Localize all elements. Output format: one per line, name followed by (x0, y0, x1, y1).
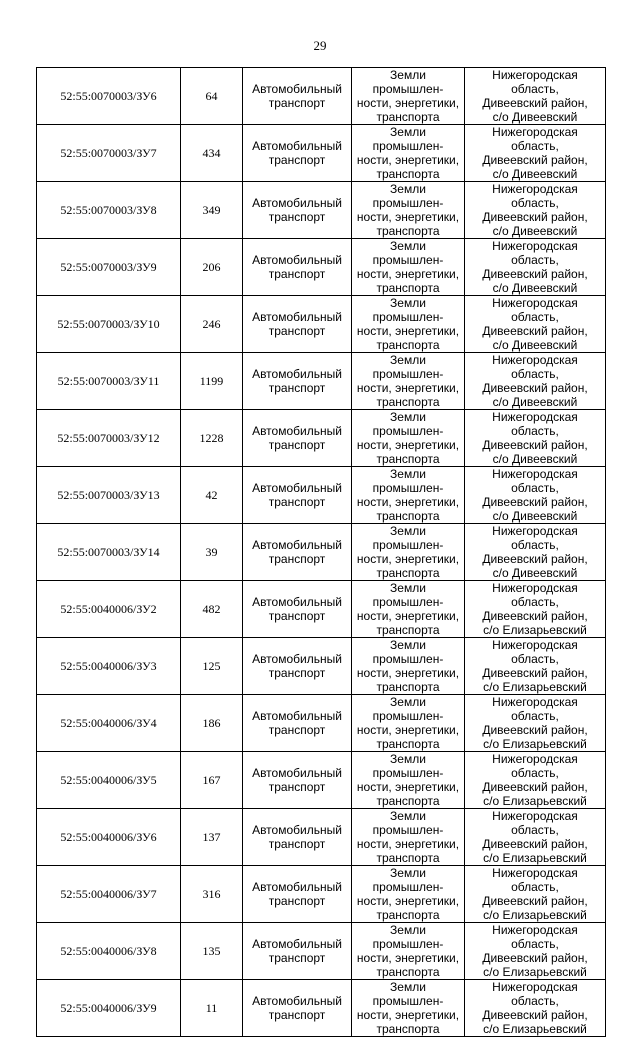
table-row (37, 410, 606, 467)
permitted-use-cell-line: Автомобильный (252, 196, 342, 210)
location-cell-line: Дивеевский район, (482, 267, 588, 281)
permitted-use-cell (243, 695, 352, 752)
land-category-cell-line: ности, энергетики, (356, 723, 460, 737)
table-row (37, 353, 606, 410)
location-cell (465, 239, 606, 296)
land-category-cell-line: ности, энергетики, (356, 495, 460, 509)
area-cell: 42 (181, 467, 243, 524)
location-cell (465, 638, 606, 695)
cadastral-number-cell: 52:55:0070003/ЗУ6 (37, 68, 181, 125)
permitted-use-cell-line: транспорт (268, 267, 326, 281)
cadastral-number-cell: 52:55:0040006/ЗУ3 (37, 638, 181, 695)
land-category-cell (352, 353, 465, 410)
permitted-use-cell-line: Автомобильный (252, 538, 342, 552)
land-category-cell-line: Земли промышлен- (372, 638, 444, 666)
land-category-cell-line: Земли промышлен- (372, 980, 444, 1008)
permitted-use-cell (243, 125, 352, 182)
land-category-cell (352, 239, 465, 296)
land-category-cell-line: транспорта (376, 623, 440, 637)
page-number: 29 (313, 38, 327, 53)
land-category-cell-line: ности, энергетики, (356, 666, 460, 680)
location-cell-line: Нижегородская область, (492, 182, 578, 210)
location-cell-line: с/о Елизарьевский (483, 680, 587, 694)
location-cell-line: Нижегородская область, (492, 68, 578, 96)
land-category-cell-line: транспорта (376, 851, 440, 865)
cadastral-number-cell: 52:55:0070003/ЗУ14 (37, 524, 181, 581)
permitted-use-cell-line: Автомобильный (252, 937, 342, 951)
land-category-cell-line: транспорта (376, 680, 440, 694)
land-category-cell (352, 809, 465, 866)
permitted-use-cell-line: Автомобильный (252, 253, 342, 267)
permitted-use-cell-line: Автомобильный (252, 424, 342, 438)
table-body (37, 68, 606, 1037)
land-category-cell (352, 410, 465, 467)
location-cell-line: Нижегородская область, (492, 809, 578, 837)
location-cell-line: Дивеевский район, (482, 438, 588, 452)
location-cell-line: Дивеевский район, (482, 495, 588, 509)
table-row (37, 752, 606, 809)
permitted-use-cell (243, 353, 352, 410)
land-category-cell-line: Земли промышлен- (372, 581, 444, 609)
table-row (37, 581, 606, 638)
land-category-cell-line: транспорта (376, 395, 440, 409)
permitted-use-cell-line: Автомобильный (252, 310, 342, 324)
permitted-use-cell-line: транспорт (268, 894, 326, 908)
cadastral-number-cell: 52:55:0040006/ЗУ7 (37, 866, 181, 923)
area-cell: 137 (181, 809, 243, 866)
permitted-use-cell (243, 182, 352, 239)
land-category-cell-line: ности, энергетики, (356, 381, 460, 395)
location-cell-line: с/о Дивеевский (492, 224, 578, 238)
cadastral-number-cell: 52:55:0040006/ЗУ9 (37, 980, 181, 1037)
location-cell-line: с/о Дивеевский (492, 452, 578, 466)
location-cell-line: Дивеевский район, (482, 96, 588, 110)
location-cell (465, 410, 606, 467)
cadastral-number-cell: 52:55:0070003/ЗУ11 (37, 353, 181, 410)
land-category-cell-line: ности, энергетики, (356, 324, 460, 338)
location-cell (465, 980, 606, 1037)
location-cell-line: Нижегородская область, (492, 752, 578, 780)
location-cell-line: Нижегородская область, (492, 125, 578, 153)
land-category-cell-line: Земли промышлен- (372, 125, 444, 153)
location-cell (465, 923, 606, 980)
land-category-cell-line: ности, энергетики, (356, 780, 460, 794)
permitted-use-cell (243, 980, 352, 1037)
location-cell-line: Нижегородская область, (492, 923, 578, 951)
location-cell (465, 524, 606, 581)
area-cell: 349 (181, 182, 243, 239)
land-category-cell-line: Земли промышлен- (372, 866, 444, 894)
permitted-use-cell-line: Автомобильный (252, 823, 342, 837)
location-cell-line: Дивеевский район, (482, 780, 588, 794)
permitted-use-cell-line: транспорт (268, 438, 326, 452)
permitted-use-cell-line: транспорт (268, 666, 326, 680)
permitted-use-cell (243, 581, 352, 638)
location-cell-line: с/о Дивеевский (492, 566, 578, 580)
land-category-cell-line: Земли промышлен- (372, 68, 444, 96)
location-cell (465, 353, 606, 410)
land-category-cell-line: транспорта (376, 110, 440, 124)
location-cell (465, 182, 606, 239)
location-cell-line: Дивеевский район, (482, 324, 588, 338)
permitted-use-cell-line: Автомобильный (252, 595, 342, 609)
permitted-use-cell-line: транспорт (268, 96, 326, 110)
location-cell (465, 866, 606, 923)
land-category-cell (352, 68, 465, 125)
land-category-cell-line: транспорта (376, 566, 440, 580)
table-row (37, 467, 606, 524)
table-row (37, 695, 606, 752)
cadastral-number-cell: 52:55:0040006/ЗУ8 (37, 923, 181, 980)
area-cell: 246 (181, 296, 243, 353)
area-cell: 186 (181, 695, 243, 752)
land-category-cell-line: ности, энергетики, (356, 96, 460, 110)
permitted-use-cell-line: транспорт (268, 210, 326, 224)
permitted-use-cell (243, 866, 352, 923)
permitted-use-cell-line: транспорт (268, 951, 326, 965)
cadastral-number-cell: 52:55:0040006/ЗУ5 (37, 752, 181, 809)
land-category-cell-line: Земли промышлен- (372, 467, 444, 495)
location-cell-line: Дивеевский район, (482, 210, 588, 224)
location-cell-line: Дивеевский район, (482, 951, 588, 965)
land-category-cell-line: Земли промышлен- (372, 524, 444, 552)
permitted-use-cell-line: Автомобильный (252, 652, 342, 666)
area-cell: 206 (181, 239, 243, 296)
area-cell: 39 (181, 524, 243, 581)
location-cell-line: Дивеевский район, (482, 837, 588, 851)
table-row (37, 866, 606, 923)
permitted-use-cell-line: Автомобильный (252, 139, 342, 153)
location-cell-line: Нижегородская область, (492, 866, 578, 894)
location-cell-line: Дивеевский район, (482, 609, 588, 623)
location-cell-line: с/о Елизарьевский (483, 965, 587, 979)
land-category-cell-line: Земли промышлен- (372, 695, 444, 723)
location-cell-line: с/о Дивеевский (492, 395, 578, 409)
location-cell-line: Нижегородская область, (492, 239, 578, 267)
area-cell: 482 (181, 581, 243, 638)
permitted-use-cell-line: Автомобильный (252, 994, 342, 1008)
area-cell: 316 (181, 866, 243, 923)
cadastral-number-cell: 52:55:0070003/ЗУ9 (37, 239, 181, 296)
area-cell: 135 (181, 923, 243, 980)
location-cell (465, 752, 606, 809)
land-category-cell-line: транспорта (376, 1022, 440, 1036)
permitted-use-cell (243, 752, 352, 809)
land-category-cell-line: транспорта (376, 338, 440, 352)
table-row (37, 239, 606, 296)
permitted-use-cell-line: транспорт (268, 837, 326, 851)
land-category-cell-line: Земли промышлен- (372, 182, 444, 210)
permitted-use-cell (243, 68, 352, 125)
land-category-cell-line: транспорта (376, 737, 440, 751)
location-cell (465, 695, 606, 752)
land-category-cell-line: транспорта (376, 224, 440, 238)
location-cell-line: Дивеевский район, (482, 894, 588, 908)
permitted-use-cell-line: Автомобильный (252, 367, 342, 381)
land-category-cell-line: транспорта (376, 452, 440, 466)
location-cell-line: Дивеевский район, (482, 153, 588, 167)
land-category-cell-line: ности, энергетики, (356, 609, 460, 623)
land-category-cell-line: ности, энергетики, (356, 210, 460, 224)
permitted-use-cell-line: транспорт (268, 609, 326, 623)
area-cell: 11 (181, 980, 243, 1037)
permitted-use-cell-line: транспорт (268, 552, 326, 566)
land-category-cell-line: Земли промышлен- (372, 809, 444, 837)
location-cell-line: с/о Елизарьевский (483, 737, 587, 751)
land-category-cell-line: транспорта (376, 281, 440, 295)
table-row (37, 980, 606, 1037)
location-cell-line: Нижегородская область, (492, 296, 578, 324)
land-category-cell (352, 125, 465, 182)
location-cell-line: Дивеевский район, (482, 381, 588, 395)
location-cell-line: Нижегородская область, (492, 695, 578, 723)
cadastral-number-cell: 52:55:0070003/ЗУ7 (37, 125, 181, 182)
permitted-use-cell-line: Автомобильный (252, 481, 342, 495)
cadastral-number-cell: 52:55:0040006/ЗУ4 (37, 695, 181, 752)
permitted-use-cell-line: Автомобильный (252, 766, 342, 780)
area-cell: 1199 (181, 353, 243, 410)
location-cell-line: с/о Елизарьевский (483, 794, 587, 808)
land-category-cell (352, 638, 465, 695)
location-cell-line: Нижегородская область, (492, 467, 578, 495)
location-cell-line: Нижегородская область, (492, 410, 578, 438)
permitted-use-cell-line: транспорт (268, 495, 326, 509)
land-category-cell-line: транспорта (376, 908, 440, 922)
permitted-use-cell (243, 467, 352, 524)
cadastral-number-cell: 52:55:0070003/ЗУ10 (37, 296, 181, 353)
permitted-use-cell-line: транспорт (268, 381, 326, 395)
location-cell-line: с/о Дивеевский (492, 338, 578, 352)
permitted-use-cell-line: транспорт (268, 780, 326, 794)
land-category-cell (352, 980, 465, 1037)
location-cell-line: Нижегородская область, (492, 524, 578, 552)
land-category-cell-line: Земли промышлен- (372, 353, 444, 381)
land-parcels-table (36, 67, 606, 1037)
land-category-cell (352, 182, 465, 239)
table-row (37, 125, 606, 182)
land-category-cell (352, 923, 465, 980)
location-cell (465, 809, 606, 866)
land-category-cell-line: Земли промышлен- (372, 752, 444, 780)
land-category-cell-line: ности, энергетики, (356, 837, 460, 851)
land-category-cell-line: транспорта (376, 794, 440, 808)
permitted-use-cell-line: транспорт (268, 324, 326, 338)
location-cell (465, 125, 606, 182)
land-category-cell-line: Земли промышлен- (372, 239, 444, 267)
land-category-cell (352, 581, 465, 638)
location-cell (465, 581, 606, 638)
land-category-cell-line: Земли промышлен- (372, 410, 444, 438)
table-row (37, 923, 606, 980)
permitted-use-cell (243, 923, 352, 980)
permitted-use-cell-line: транспорт (268, 723, 326, 737)
location-cell-line: с/о Елизарьевский (483, 851, 587, 865)
location-cell-line: Нижегородская область, (492, 638, 578, 666)
area-cell: 64 (181, 68, 243, 125)
table-row (37, 809, 606, 866)
land-category-cell-line: ности, энергетики, (356, 1008, 460, 1022)
location-cell-line: Дивеевский район, (482, 666, 588, 680)
location-cell (465, 467, 606, 524)
area-cell: 125 (181, 638, 243, 695)
location-cell-line: с/о Елизарьевский (483, 1022, 587, 1036)
cadastral-number-cell: 52:55:0070003/ЗУ13 (37, 467, 181, 524)
land-category-cell (352, 467, 465, 524)
land-category-cell-line: транспорта (376, 965, 440, 979)
permitted-use-cell (243, 410, 352, 467)
location-cell-line: с/о Елизарьевский (483, 908, 587, 922)
land-category-cell (352, 695, 465, 752)
cadastral-number-cell: 52:55:0070003/ЗУ12 (37, 410, 181, 467)
land-category-cell-line: транспорта (376, 167, 440, 181)
permitted-use-cell-line: транспорт (268, 153, 326, 167)
permitted-use-cell (243, 524, 352, 581)
land-category-cell (352, 296, 465, 353)
land-category-cell-line: ности, энергетики, (356, 267, 460, 281)
permitted-use-cell-line: Автомобильный (252, 82, 342, 96)
table-row (37, 524, 606, 581)
land-category-cell-line: ности, энергетики, (356, 552, 460, 566)
table-row (37, 68, 606, 125)
location-cell-line: Нижегородская область, (492, 980, 578, 1008)
land-category-cell-line: Земли промышлен- (372, 296, 444, 324)
permitted-use-cell-line: Автомобильный (252, 880, 342, 894)
cadastral-number-cell: 52:55:0070003/ЗУ8 (37, 182, 181, 239)
location-cell (465, 296, 606, 353)
permitted-use-cell (243, 239, 352, 296)
cadastral-number-cell: 52:55:0040006/ЗУ6 (37, 809, 181, 866)
area-cell: 434 (181, 125, 243, 182)
land-category-cell-line: ности, энергетики, (356, 894, 460, 908)
location-cell-line: Дивеевский район, (482, 1008, 588, 1022)
table-row (37, 638, 606, 695)
land-category-cell-line: ности, энергетики, (356, 951, 460, 965)
table-row (37, 182, 606, 239)
land-category-cell-line: ности, энергетики, (356, 153, 460, 167)
location-cell-line: с/о Дивеевский (492, 281, 578, 295)
location-cell-line: Дивеевский район, (482, 723, 588, 737)
permitted-use-cell (243, 296, 352, 353)
land-category-cell-line: транспорта (376, 509, 440, 523)
location-cell-line: Дивеевский район, (482, 552, 588, 566)
land-category-cell (352, 524, 465, 581)
location-cell-line: Нижегородская область, (492, 581, 578, 609)
land-category-cell (352, 752, 465, 809)
permitted-use-cell-line: Автомобильный (252, 709, 342, 723)
area-cell: 167 (181, 752, 243, 809)
location-cell-line: с/о Дивеевский (492, 509, 578, 523)
location-cell (465, 68, 606, 125)
area-cell: 1228 (181, 410, 243, 467)
location-cell-line: с/о Дивеевский (492, 110, 578, 124)
table-row (37, 296, 606, 353)
permitted-use-cell-line: транспорт (268, 1008, 326, 1022)
land-category-cell-line: Земли промышлен- (372, 923, 444, 951)
location-cell-line: Нижегородская область, (492, 353, 578, 381)
cadastral-number-cell: 52:55:0040006/ЗУ2 (37, 581, 181, 638)
permitted-use-cell (243, 809, 352, 866)
land-category-cell (352, 866, 465, 923)
permitted-use-cell (243, 638, 352, 695)
location-cell-line: с/о Елизарьевский (483, 623, 587, 637)
location-cell-line: с/о Дивеевский (492, 167, 578, 181)
land-category-cell-line: ности, энергетики, (356, 438, 460, 452)
